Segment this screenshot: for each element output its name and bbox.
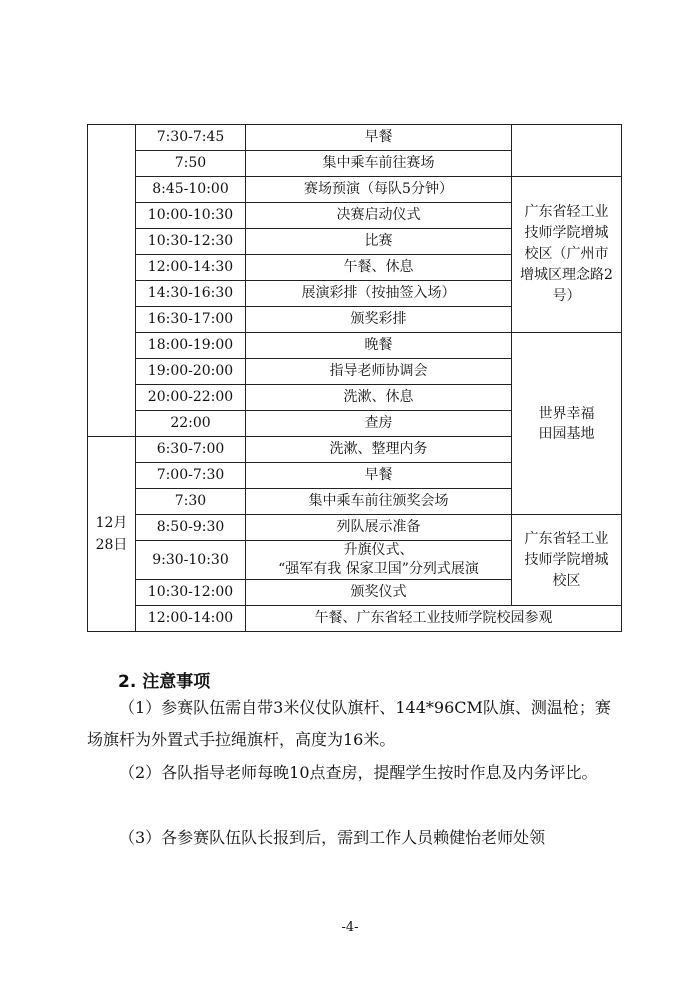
time-cell: 16:30-17:00 bbox=[136, 307, 246, 333]
item-cell: 午餐、广东省轻工业技师学院校园参观 bbox=[246, 606, 622, 632]
time-cell: 18:00-19:00 bbox=[136, 333, 246, 359]
date-cell: 12月 28日 bbox=[88, 437, 136, 632]
item-cell: 集中乘车前往颁奖会场 bbox=[246, 489, 512, 515]
item-cell: 洗漱、整理内务 bbox=[246, 437, 512, 463]
item-cell: 早餐 bbox=[246, 125, 512, 151]
item-cell: 集中乘车前往赛场 bbox=[246, 151, 512, 177]
location-cell: 广东省轻工业技师学院增城校区（广州市增城区理念路2号） bbox=[512, 177, 622, 333]
item-cell: 展演彩排（按抽签入场） bbox=[246, 281, 512, 307]
table-row bbox=[88, 333, 622, 359]
date-cell bbox=[88, 125, 136, 437]
page-number: -4- bbox=[341, 920, 359, 935]
paragraph-1: （1）参赛队伍需自带3米仪仗队旗杆、144*96CM队旗、测温枪；赛场旗杆为外置式手拉绳旗杆，高度为16米。 bbox=[87, 698, 611, 749]
item-cell: 列队展示准备 bbox=[246, 515, 512, 541]
schedule-table bbox=[87, 124, 622, 632]
time-cell: 19:00-20:00 bbox=[136, 359, 246, 385]
time-cell: 12:00-14:00 bbox=[136, 606, 246, 632]
time-cell: 8:50-9:30 bbox=[136, 515, 246, 541]
item-cell: 颁奖仪式 bbox=[246, 580, 512, 606]
paragraph-3: （3）各参赛队伍队长报到后，需到工作人员赖健怡老师处领 bbox=[119, 828, 546, 847]
time-cell: 10:00-10:30 bbox=[136, 203, 246, 229]
item-cell: 颁奖彩排 bbox=[246, 307, 512, 333]
table-row bbox=[88, 125, 622, 151]
section-heading: 2. 注意事项 bbox=[118, 672, 211, 692]
time-cell: 7:30 bbox=[136, 489, 246, 515]
time-cell: 22:00 bbox=[136, 411, 246, 437]
time-cell: 7:30-7:45 bbox=[136, 125, 246, 151]
item-cell: 决赛启动仪式 bbox=[246, 203, 512, 229]
location-cell: 广东省轻工业技师学院增城校区 bbox=[512, 515, 622, 606]
time-cell: 20:00-22:00 bbox=[136, 385, 246, 411]
location-cell: 世界幸福田园基地 bbox=[512, 333, 622, 515]
time-cell: 12:00-14:30 bbox=[136, 255, 246, 281]
time-cell: 9:30-10:30 bbox=[136, 541, 246, 580]
item-cell: 晚餐 bbox=[246, 333, 512, 359]
time-cell: 7:00-7:30 bbox=[136, 463, 246, 489]
time-cell: 8:45-10:00 bbox=[136, 177, 246, 203]
table-row bbox=[88, 177, 622, 203]
item-cell: 洗漱、休息 bbox=[246, 385, 512, 411]
table-row bbox=[88, 606, 622, 632]
time-cell: 10:30-12:00 bbox=[136, 580, 246, 606]
paragraph-2: （2）各队指导老师每晚10点查房，提醒学生按时作息及内务评比。 bbox=[119, 763, 598, 782]
time-cell: 6:30-7:00 bbox=[136, 437, 246, 463]
item-cell: 早餐 bbox=[246, 463, 512, 489]
item-cell: 比赛 bbox=[246, 229, 512, 255]
table-row bbox=[88, 515, 622, 541]
time-cell: 10:30-12:30 bbox=[136, 229, 246, 255]
item-cell: 午餐、休息 bbox=[246, 255, 512, 281]
time-cell: 7:50 bbox=[136, 151, 246, 177]
location-cell bbox=[512, 125, 622, 177]
item-cell: 赛场预演（每队5分钟） bbox=[246, 177, 512, 203]
item-cell: 升旗仪式、 “强军有我 保家卫国”分列式展演 bbox=[246, 541, 512, 580]
item-cell: 指导老师协调会 bbox=[246, 359, 512, 385]
time-cell: 14:30-16:30 bbox=[136, 281, 246, 307]
item-cell: 查房 bbox=[246, 411, 512, 437]
